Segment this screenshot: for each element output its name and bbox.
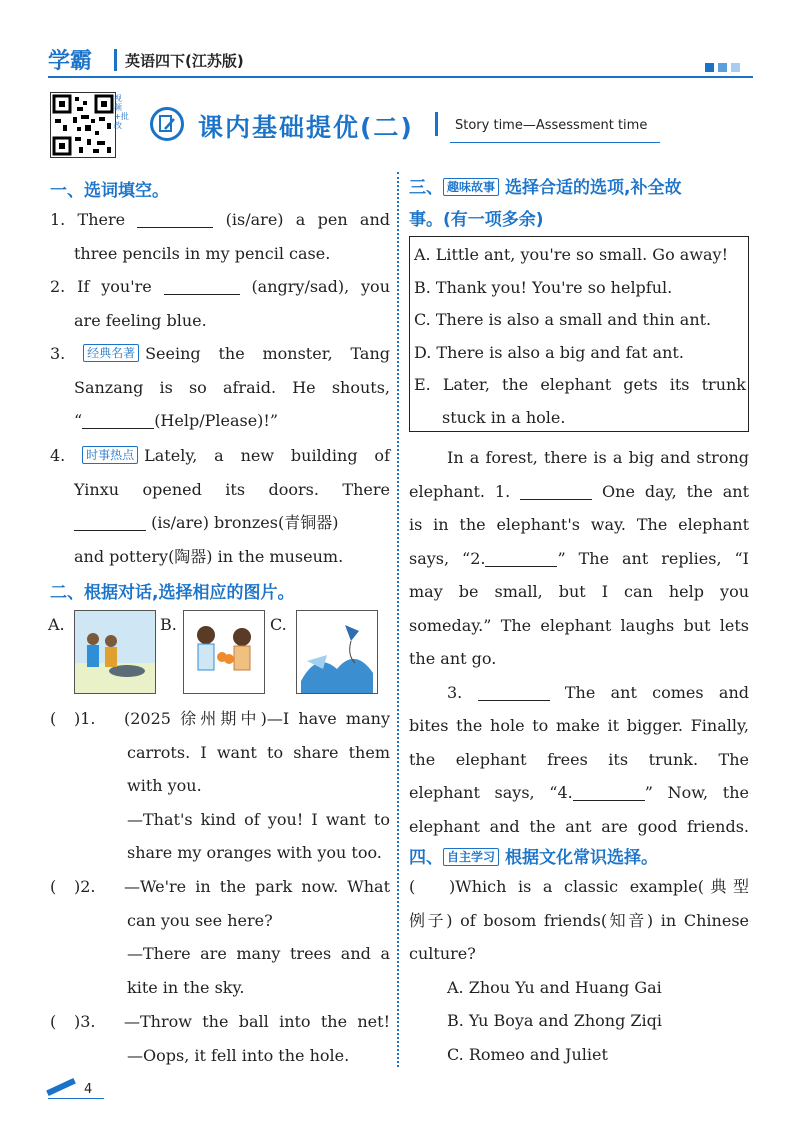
- tag-current-events: 时事热点: [82, 446, 138, 464]
- subtitle-rule: [450, 142, 660, 143]
- answer-blank[interactable]: [82, 410, 154, 429]
- answer-paren[interactable]: )3.: [74, 1012, 96, 1031]
- tag-classic: 经典名著: [83, 344, 139, 362]
- option-a: A. Little ant, you're so small. Go away!: [414, 245, 729, 264]
- dialog-1: ( )1. (2025 徐州期中)—I have many carrots. I want to share them with you. —That's kind of you! I want to share my oranges with you too.: [50, 702, 390, 870]
- pencil-note-icon: [150, 107, 184, 141]
- option-c: C. There is also a small and thin ant.: [414, 310, 712, 330]
- header-square: [718, 63, 727, 72]
- story-blank-4[interactable]: [573, 782, 645, 801]
- title-divider: [435, 112, 438, 136]
- answer-paren[interactable]: (: [409, 877, 416, 896]
- answer-paren[interactable]: )1.: [74, 709, 96, 728]
- options-list: A. Little ant, you're so small. Go away! B. Thank you! You're so helpful. C. There is also a small and thin ant. D. There is also a big and fat ant. E. Later, the elephant gets its trunk stuck in a hole.: [414, 239, 746, 435]
- section1-heading: 一、选词填空。: [50, 181, 169, 201]
- section4-heading: 四、 自主学习 根据文化常识选择。: [409, 848, 659, 868]
- dialog-2: ( )2. —We're in the park now. What can you see here? —There are many trees and a kite in the sky.: [50, 870, 390, 1004]
- section3-heading-line2: 事。(有一项多余): [409, 210, 544, 230]
- choice-b[interactable]: B. Yu Boya and Zhong Ziqi: [447, 1011, 662, 1030]
- header-rule: [48, 76, 753, 78]
- culture-question: ( )Which is a classic example(典型 例子) of bosom friends(知音) in Chinese culture? A. Zhou Yu and Huang Gai B. Yu Boya and Zhong Ziqi C. Romeo and Juliet: [409, 870, 749, 1071]
- option-b: B. Thank you! You're so helpful.: [414, 277, 673, 297]
- picture-c: [296, 610, 378, 694]
- picture-a: [74, 610, 156, 694]
- pencil-icon: [46, 1078, 76, 1096]
- answer-blank[interactable]: [164, 276, 240, 295]
- question-1: 1. There (is/are) a pen and three pencils in my pencil case.: [50, 210, 390, 263]
- brand-logo: 学霸: [48, 49, 93, 74]
- answer-blank[interactable]: [137, 209, 213, 228]
- page-subtitle: Story time—Assessment time: [455, 118, 648, 133]
- dialog-3: ( )3. —Throw the ball into the net! —Oops, it fell into the hole.: [50, 1005, 390, 1072]
- option-e: E. Later, the elephant gets its trunk: [414, 375, 746, 395]
- header-square: [731, 63, 740, 72]
- picture-b: [183, 610, 265, 694]
- page-number: 4: [84, 1082, 93, 1097]
- question-3: 3. 经典名著 Seeing the monster, Tang Sanzang is so afraid. He shouts, “ (Help/Please)!”: [50, 344, 390, 430]
- tag-fun-story: 趣味故事: [443, 178, 499, 196]
- story-passage: In a forest, there is a big and strong elephant. 1. One day, the ant is in the elephant's way. The elephant says, “2. ” The ant replies, “I may be small, but I can help you someday.” The elephant laughs but lets the ant go. 3. The ant comes and bites the hole to make it bigger. Finally, the elephant frees its trunk. The elephant says, “4. ” Now, the elephant and the ant are good friends.: [409, 448, 750, 836]
- section2-heading: 二、根据对话,选择相应的图片。: [50, 583, 295, 603]
- header-square: [705, 63, 714, 72]
- choice-c[interactable]: C. Romeo and Juliet: [447, 1044, 608, 1064]
- option-d: D. There is also a big and fat ant.: [414, 342, 684, 362]
- qr-caption: 视频+批改: [114, 94, 129, 130]
- column-divider: [397, 172, 399, 1067]
- answer-blank[interactable]: [74, 512, 146, 531]
- story-blank-2[interactable]: [485, 548, 557, 567]
- tag-self-study: 自主学习: [443, 848, 499, 866]
- story-blank-1[interactable]: [520, 481, 592, 500]
- brand-divider: [114, 49, 117, 71]
- answer-paren[interactable]: )2.: [74, 877, 96, 896]
- book-title: 英语四下(江苏版): [125, 52, 244, 70]
- page-title: 课内基础提优(二): [198, 113, 414, 142]
- question-2: 2. If you're (angry/sad), you are feeling blue.: [50, 277, 390, 330]
- story-blank-3[interactable]: [478, 682, 550, 701]
- section3-heading: 三、 趣味故事 选择合适的选项,补全故: [409, 178, 682, 198]
- choice-a[interactable]: A. Zhou Yu and Huang Gai: [447, 977, 662, 997]
- question-4: 4. 时事热点 Lately, a new building of Yinxu opened its doors. There (is/are) bronzes(青铜器) and pottery(陶器) in the museum.: [50, 446, 390, 566]
- footer-rule: [48, 1098, 104, 1099]
- qr-code[interactable]: [50, 92, 116, 158]
